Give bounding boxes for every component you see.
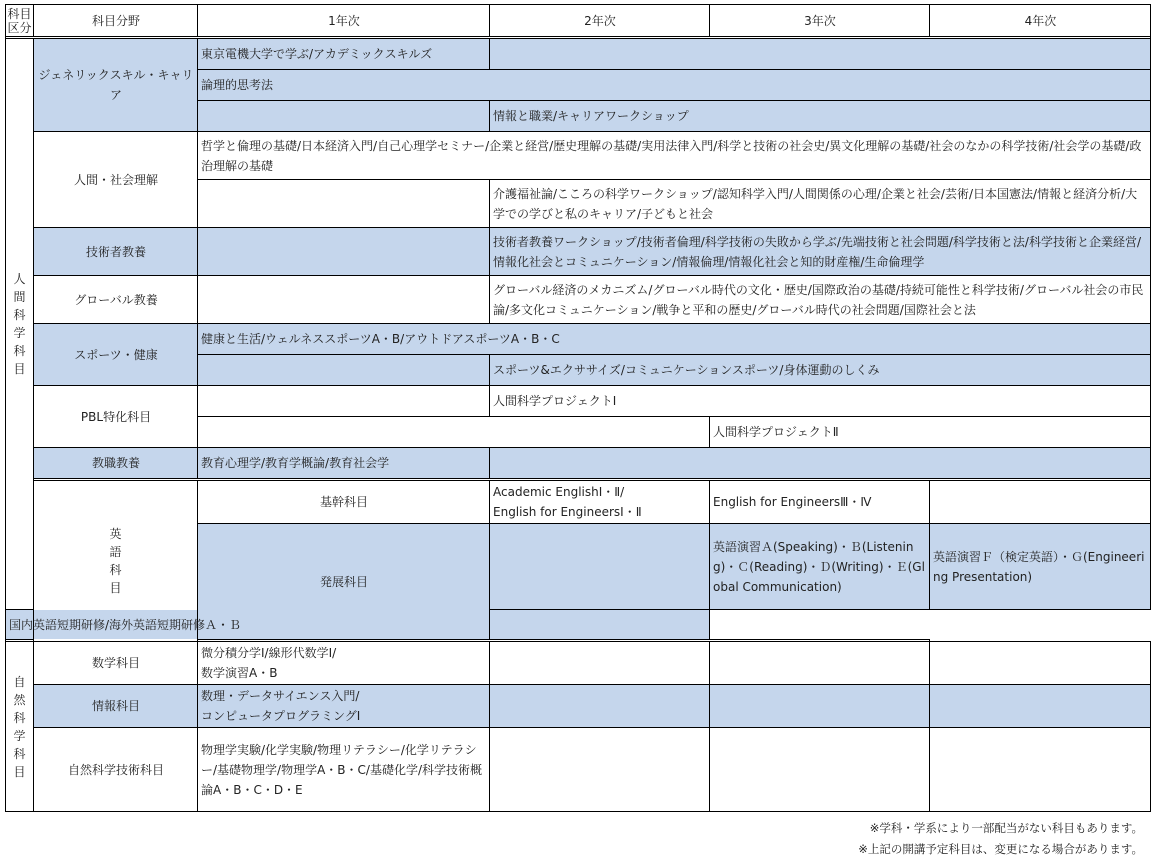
course-development-2: 英語演習Ａ(Speaking)・Ｂ(Listening)・Ｃ(Reading)・Ｄ(Writing)・Ｅ(Global Communication) <box>710 524 930 610</box>
course-math: 微分積分学Ⅰ/線形代数学Ⅰ/ 数学演習A・B <box>198 642 490 685</box>
course-pbl-1: 人間科学プロジェクトⅠ <box>490 386 1151 417</box>
curriculum-table <box>5 4 1151 812</box>
header-category: 科目 区分 <box>7 6 32 35</box>
course-academic-skills: 東京電機大学で学ぶ/アカデミックスキルズ <box>198 39 490 70</box>
course-engineer: 技術者教養ワークショップ/技術者倫理/科学技術の失敗から学ぶ/先端技術と社会問題/科学技術と法/科学技術と企業経営/情報化社会とコミュニケーション/情報倫理/情報化社会と知的財産権/生命倫理学 <box>490 228 1151 276</box>
field-generic: ジェネリックスキル・キャリア <box>34 39 198 132</box>
course-global: グローバル経済のメカニズム/グローバル時代の文化・歴史/国際政治の基礎/持続可能性と科学技術/グローバル社会の市民論/多文化コミュニケーション/戦争と平和の歴史/グローバル時代の社会問題/国際社会と法 <box>490 276 1151 324</box>
field-development: 発展科目 <box>198 524 490 640</box>
field-sports: スポーツ・健康 <box>34 324 198 386</box>
header-field: 科目分野 <box>34 5 198 37</box>
header-year-1: 1年次 <box>198 5 490 37</box>
footnote-1: ※学科・学系により一部配当がない科目もあります。 <box>869 821 1143 835</box>
field-human-society: 人間・社会理解 <box>34 132 198 228</box>
footnotes <box>858 818 1143 860</box>
course-teaching: 教育心理学/教育学概論/教育社会学 <box>198 448 490 479</box>
field-core: 基幹科目 <box>198 481 490 524</box>
course-core-2: English for EngineersⅢ・Ⅳ <box>710 481 930 524</box>
course-career-workshop: 情報と職業/キャリアワークショップ <box>490 101 1151 132</box>
course-info: 数理・データサイエンス入門/ コンピュータプログラミングⅠ <box>198 685 490 728</box>
category-humanities: 人 間 科 学 科 目 <box>6 39 34 610</box>
field-math: 数学科目 <box>34 642 198 685</box>
footnote-2: ※上記の開講予定科目は、変更になる場合があります。 <box>858 842 1143 856</box>
field-global: グローバル教養 <box>34 276 198 324</box>
category-science: 自 然 科 学 科 目 <box>6 642 34 812</box>
header-year-4: 4年次 <box>930 5 1151 37</box>
course-human-society-2: 介護福祉論/こころの科学ワークショップ/認知科学入門/人間関係の心理/企業と社会/芸術/日本国憲法/情報と経済分析/大学での学びと私のキャリア/子どもと社会 <box>490 180 1151 228</box>
course-sports-1: 健康と生活/ウェルネススポーツA・B/アウトドアスポーツA・B・C <box>198 324 1151 355</box>
header-year-2: 2年次 <box>490 5 710 37</box>
category-english: 英 語 科 目 <box>34 481 198 642</box>
course-natural: 物理学実験/化学実験/物理リテラシー/化学リテラシー/基礎物理学/物理学A・B・C/基礎化学/科学技術概論A・B・C・D・E <box>198 728 490 812</box>
header-year-3: 3年次 <box>710 5 930 37</box>
course-human-society-1: 哲学と倫理の基礎/日本経済入門/自己心理学セミナー/企業と経営/歴史理解の基礎/実用法律入門/科学と技術の社会史/異文化理解の基礎/社会のなかの科学技術/社会学の基礎/政治理解の基礎 <box>198 132 1151 180</box>
course-sports-2: スポーツ&エクササイズ/コミュニケーションスポーツ/身体運動のしくみ <box>490 355 1151 386</box>
field-natural: 自然科学技術科目 <box>34 728 198 812</box>
field-info: 情報科目 <box>34 685 198 728</box>
course-logical-thinking: 論理的思考法 <box>198 70 1151 101</box>
course-short-training: 国内英語短期研修/海外英語短期研修Ａ・Ｂ <box>6 610 710 640</box>
field-engineer: 技術者教養 <box>34 228 198 276</box>
course-pbl-2: 人間科学プロジェクトⅡ <box>710 417 1151 448</box>
course-development-3: 英語演習Ｆ（検定英語）・Ｇ(Engineering Presentation) <box>930 524 1151 610</box>
course-core-1: Academic EnglishⅠ・Ⅱ/ English for EngineersⅠ・Ⅱ <box>490 481 710 524</box>
field-pbl: PBL特化科目 <box>34 386 198 448</box>
field-teaching: 教職教養 <box>34 448 198 479</box>
